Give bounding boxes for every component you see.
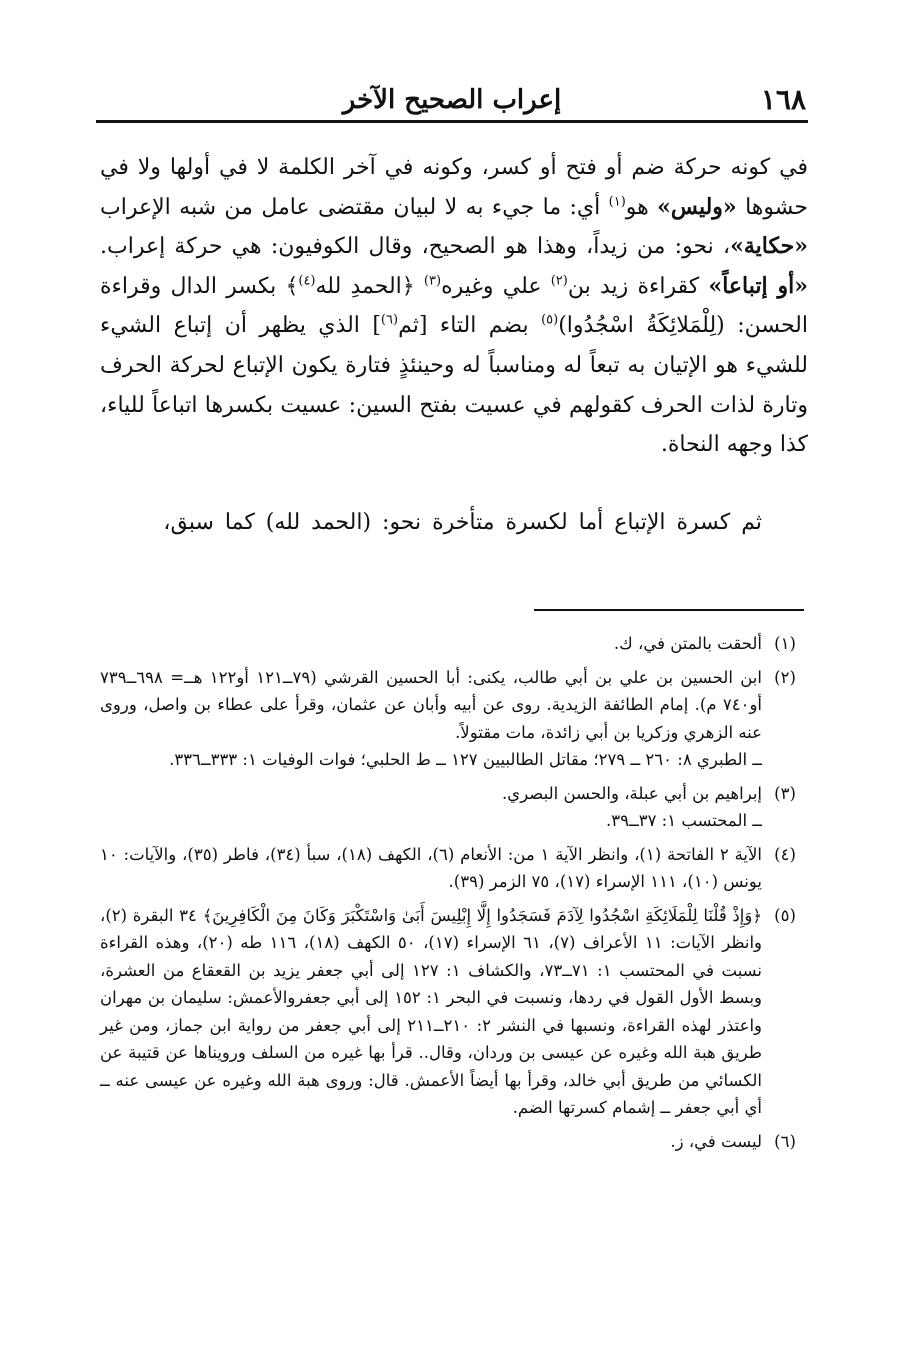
footnote-number: (٦) xyxy=(774,1131,796,1151)
footnote-marker: (٥) xyxy=(541,313,559,329)
footnote-separator xyxy=(534,609,804,611)
footnote xyxy=(100,841,808,896)
text-segment: ] الذي يظهر أن إتباع الشيء للشيء هو الإتيان به تبعاً له ومناسباً له وحينئذٍ فتارة يكون الإتباع لحركة الحرف وتارة لذات الحرف كقولهم في عسيت بفتح السين: عسيت بكسرها اتباعاً للياء، كذا وجهه النحاة. xyxy=(100,313,808,458)
bold-term: «حكاية» xyxy=(730,233,808,260)
running-title: إعراب الصحيح الآخر xyxy=(342,85,562,115)
text-segment: هو xyxy=(625,194,658,220)
footnote-marker: (٣) xyxy=(423,273,442,289)
footnote-line: ﴿وَإِذْ قُلْنَا لِلْمَلَائِكَةِ اسْجُدُوا لِآدَمَ فَسَجَدُوا إِلَّا إِبْلِيسَ أَبَىٰ وَاسْتَكْبَرَ وَكَانَ مِنَ الْكَافِرِينَ﴾ ٣٤ البقرة (٢)، وانظر الآيات: ١١ الأعراف (٧)، ٦١ الإسراء (١٧)، ٥٠ الكهف (١٨)، ١١٦ طه (٢٠)، وهذه القراءة نسبت في المحتسب ١: ٧١ــ٧٣، والكشاف ١: ١٢٧ إلى أبي جعفر يزيد بن القعقاع من العشرة، وبسط الأول القول في ردها، ونسبت في البحر ١: ١٥٢ إلى أبي جعفروالأعمش: سليمان بن مهران واعتذر لهذه القراءة، ونسبها في النشر ٢: ٢١٠ــ٢١١ إلى أبي جعفر من رواية ابن جماز، ومن غير طريق هبة الله وغيره عن عيسى بن وردان، وقال.. قرأ بها غيره من السلف ورويناها عن قتيبة عن الكسائي من طريق أبي خالد، وقرأ بها أيضاً الأعمش. قال: وروى هبة الله وغيره عن عيسى عنه ــ أي أبي جعفر ــ إشمام كسرتها الضم. xyxy=(100,905,763,1117)
text-segment: علي وغيره xyxy=(441,273,551,299)
footnote-text xyxy=(100,664,762,774)
header-rule xyxy=(96,120,808,123)
footnote-number: (٣) xyxy=(774,783,796,803)
footnote-line: ــ الطبري ٨: ٢٦٠ ــ ٢٧٩؛ مقاتل الطالبيين ١٢٧ ــ ط الحلبي؛ فوات الوفيات ١: ٣٣٣ــ٣٣٦. xyxy=(169,750,762,769)
footnote-line: ليست في، ز. xyxy=(670,1131,762,1151)
footnote-marker: (١) xyxy=(608,194,626,210)
footnote xyxy=(100,1128,808,1156)
footnote-line: ابن الحسين بن علي بن أبي طالب، يكنى: أبا الحسين القرشي (٧٩ــ١٢١ أو١٢٢ هــ= ٦٩٨ــ٧٣٩ أو٧٤٠ م). إمام الطائفة الزيدية. روى عن أبيه وأبان عن عثمان، وقرأ على عطاء بن واصل، وروى عنه الزهري وزكريا بن أبي زائدة، مات مقتولاً. xyxy=(100,667,762,742)
footnote-text xyxy=(100,1128,762,1156)
footnote-line: ــ المحتسب ١: ٣٧ــ٣٩. xyxy=(606,811,762,830)
bold-term: «وليس» xyxy=(657,193,737,220)
footnote-text xyxy=(100,780,762,835)
footnotes xyxy=(100,630,808,1161)
footnote-line: الآية ٢ الفاتحة (١)، وانظر الآية ١ من: الأنعام (٦)، الكهف (١٨)، سبأ (٣٤)، فاطر (٣٥)، والآيات: ١٠ يونس (١٠)، ١١١ الإسراء (١٧)، ٧٥ الزمر (٣٩). xyxy=(100,844,763,891)
footnote-number: (١) xyxy=(774,634,796,653)
footnote-text xyxy=(100,902,762,1122)
continuation-line: ثم كسرة الإتباع أما لكسرة متأخرة نحو: (الحمد لله) كما سبق، xyxy=(163,510,762,535)
footnote xyxy=(100,902,808,1122)
footnote-line: إبراهيم بن أبي عبلة، والحسن البصري. xyxy=(502,783,762,803)
footnote-text xyxy=(100,630,762,658)
main-text xyxy=(100,148,808,465)
footnote-marker: (٦) xyxy=(380,313,399,329)
footnote-line: ألحقت بالمتن في، ك. xyxy=(613,634,762,653)
text-segment: في كونه حركة ضم أو فتح أو كسر، وكونه في آخر الكلمة لا في أولها ولا في حشوها xyxy=(100,155,808,220)
footnote-number: (٢) xyxy=(774,667,796,687)
text-segment: بضم التاء [ثم xyxy=(398,313,542,339)
page-header xyxy=(98,82,806,122)
footnote-marker: (٢) xyxy=(550,273,568,289)
footnote xyxy=(100,630,808,658)
footnote-text xyxy=(100,841,762,896)
text-segment: ، نحو: من زيداً، وهذا هو الصحيح، وقال الكوفيون: هي حركة إعراب. xyxy=(100,234,731,260)
bold-term: «أو إتباعاً» xyxy=(708,272,808,299)
text-segment: ﴿الحمدِ لله xyxy=(315,273,424,299)
text-segment: كقراءة زيد بن xyxy=(567,273,709,299)
footnote xyxy=(100,780,808,835)
text-segment: أي: ما جيء به لا لبيان مقتضى عامل من شبه الإعراب xyxy=(100,194,609,220)
footnote xyxy=(100,664,808,774)
main-paragraph xyxy=(100,148,808,465)
footnote-number: (٤) xyxy=(774,844,796,864)
page-number: ١٦٨ xyxy=(760,83,806,116)
footnote-marker: (٤) xyxy=(298,273,316,289)
text-segment: ﴾ بكسر الدال وقراءة الحسن: (لِلْمَلائِكَةُ اسْجُدُوا) xyxy=(100,273,808,339)
footnote-number: (٥) xyxy=(774,905,796,925)
